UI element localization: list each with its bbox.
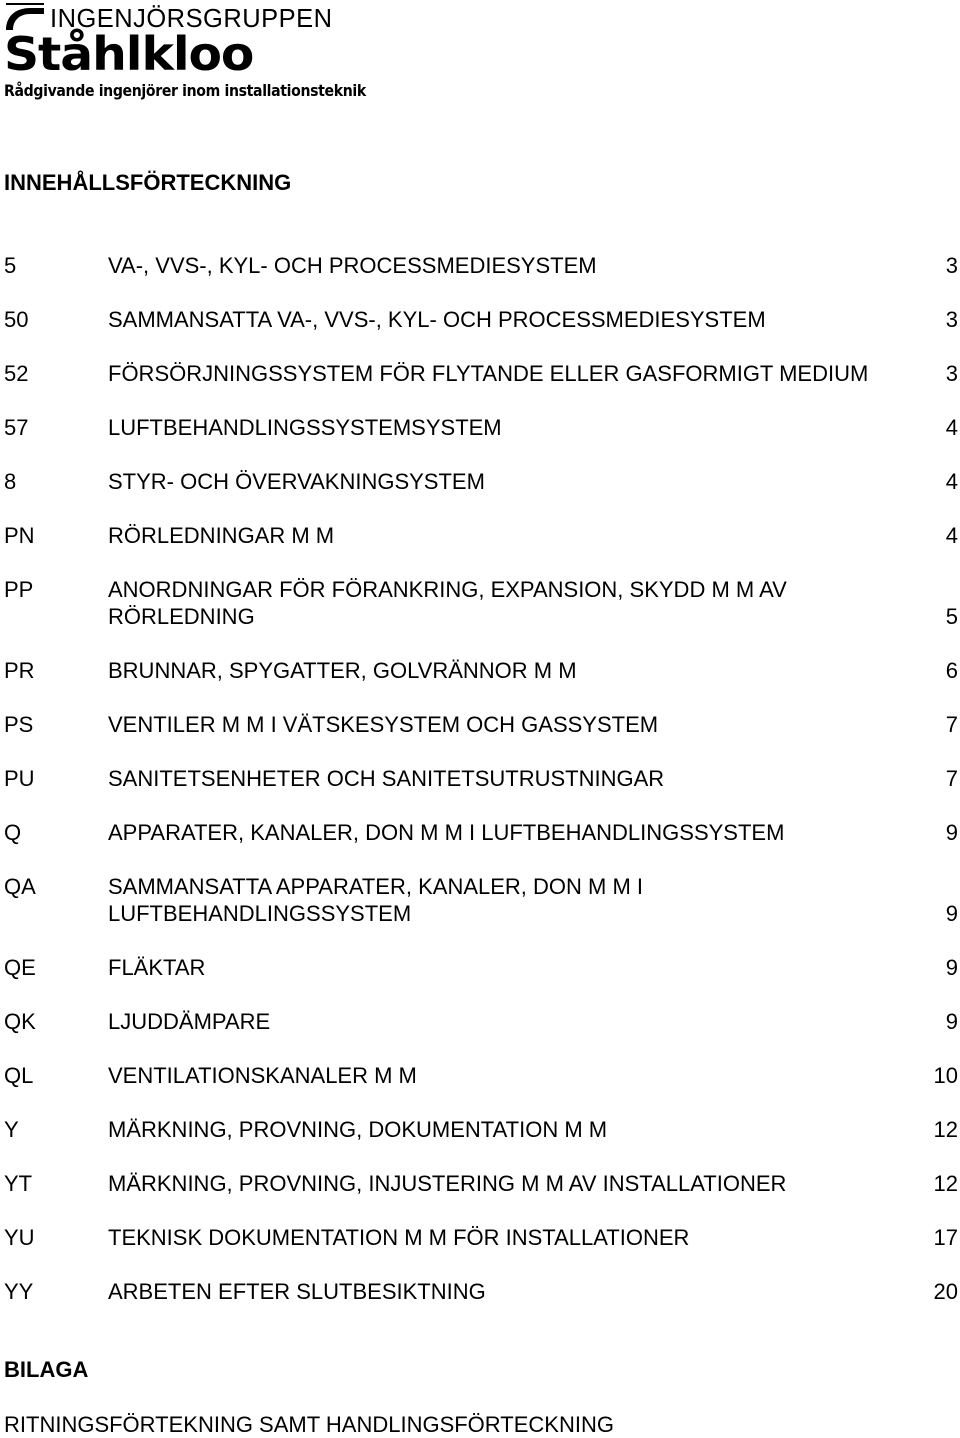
logo-brand-text: INGENJÖRSGRUPPEN xyxy=(50,3,333,33)
toc-row xyxy=(0,576,960,657)
toc-title: BRUNNAR, SPYGATTER, GOLVRÄNNOR M M xyxy=(108,658,577,683)
toc-page-number: 17 xyxy=(933,1225,958,1250)
toc-page-number: 3 xyxy=(945,307,958,332)
toc-heading: INNEHÅLLSFÖRTECKNING xyxy=(4,170,292,195)
toc-title: MÄRKNING, PROVNING, INJUSTERING M M AV INSTALLATIONER xyxy=(108,1171,787,1196)
toc-title: MÄRKNING, PROVNING, DOKUMENTATION M M xyxy=(108,1117,608,1142)
toc-title: STYR- OCH ÖVERVAKNINGSYSTEM xyxy=(108,469,485,494)
toc-title: VENTILATIONSKANALER M M xyxy=(108,1063,417,1088)
toc-page-number: 9 xyxy=(945,901,958,926)
toc-row xyxy=(0,468,960,522)
toc-row xyxy=(0,657,960,711)
toc-row xyxy=(0,711,960,765)
toc-row xyxy=(0,306,960,360)
toc-title: VA-, VVS-, KYL- OCH PROCESSMEDIESYSTEM xyxy=(108,253,597,278)
logo-tagline: Rådgivande ingenjörer inom installationsteknik xyxy=(4,81,366,100)
toc-title: APPARATER, KANALER, DON M M I LUFTBEHANDLINGSSYSTEM xyxy=(108,820,785,845)
toc-page-number: 12 xyxy=(933,1117,958,1142)
toc-page-number: 12 xyxy=(933,1171,958,1196)
toc-page-number: 4 xyxy=(945,469,958,494)
toc-row xyxy=(0,1116,960,1170)
toc-page-number: 5 xyxy=(945,604,958,629)
toc-title: SAMMANSATTA VA-, VVS-, KYL- OCH PROCESSMEDIESYSTEM xyxy=(108,307,766,332)
toc-row xyxy=(0,1062,960,1116)
appendix-item: RITNINGSFÖRTEKNING SAMT HANDLINGSFÖRTECKNING xyxy=(4,1412,614,1437)
toc-row xyxy=(0,954,960,1008)
toc-code: PU xyxy=(4,766,35,791)
toc-title: TEKNISK DOKUMENTATION M M FÖR INSTALLATIONER xyxy=(108,1225,690,1250)
toc-page-number: 4 xyxy=(945,415,958,440)
toc-row xyxy=(0,1170,960,1224)
toc-page-number: 20 xyxy=(933,1279,958,1304)
toc-page-number: 9 xyxy=(945,955,958,980)
toc-code: QE xyxy=(4,955,36,980)
toc-code: YY xyxy=(4,1279,34,1304)
toc-title: ANORDNINGAR FÖR FÖRANKRING, EXPANSION, SKYDD M M AV RÖRLEDNING xyxy=(108,577,787,629)
toc-title: SAMMANSATTA APPARATER, KANALER, DON M M I LUFTBEHANDLINGSSYSTEM xyxy=(108,874,644,926)
toc-code: QA xyxy=(4,874,36,899)
toc-code: 8 xyxy=(4,469,17,494)
toc-title: FÖRSÖRJNINGSSYSTEM FÖR FLYTANDE ELLER GASFORMIGT MEDIUM xyxy=(108,361,869,386)
toc-row xyxy=(0,252,960,306)
toc-title: SANITETSENHETER OCH SANITETSUTRUSTNINGAR xyxy=(108,766,665,791)
toc-title: FLÄKTAR xyxy=(108,955,206,980)
toc-page-number: 7 xyxy=(945,712,958,737)
toc-code: PR xyxy=(4,658,35,683)
toc-title: ARBETEN EFTER SLUTBESIKTNING xyxy=(108,1279,486,1304)
toc-code: 50 xyxy=(4,307,29,332)
toc-row xyxy=(0,765,960,819)
table-of-contents xyxy=(0,252,960,1332)
toc-page-number: 3 xyxy=(945,253,958,278)
company-logo xyxy=(4,2,366,102)
toc-row xyxy=(0,1008,960,1062)
toc-code: YT xyxy=(4,1171,33,1196)
toc-page-number: 3 xyxy=(945,361,958,386)
toc-code: 57 xyxy=(4,415,29,440)
toc-code: PS xyxy=(4,712,34,737)
toc-title: LUFTBEHANDLINGSSYSTEMSYSTEM xyxy=(108,415,502,440)
toc-page-number: 4 xyxy=(945,523,958,548)
toc-row xyxy=(0,414,960,468)
toc-title: VENTILER M M I VÄTSKESYSTEM OCH GASSYSTEM xyxy=(108,712,659,737)
toc-page-number: 6 xyxy=(945,658,958,683)
toc-code: 5 xyxy=(4,253,17,278)
toc-code: 52 xyxy=(4,361,29,386)
toc-page-number: 9 xyxy=(945,1009,958,1034)
toc-row xyxy=(0,522,960,576)
toc-code: Q xyxy=(4,820,22,845)
toc-code: Y xyxy=(4,1117,19,1142)
toc-title: RÖRLEDNINGAR M M xyxy=(108,523,335,548)
toc-page-number: 7 xyxy=(945,766,958,791)
toc-row xyxy=(0,360,960,414)
toc-code: QL xyxy=(4,1063,34,1088)
toc-row xyxy=(0,819,960,873)
toc-page-number: 10 xyxy=(933,1063,958,1088)
appendix-heading: BILAGA xyxy=(4,1357,89,1382)
toc-title: LJUDDÄMPARE xyxy=(108,1009,271,1034)
toc-code: PN xyxy=(4,523,35,548)
toc-row xyxy=(0,1224,960,1278)
toc-code: QK xyxy=(4,1009,36,1034)
toc-page-number: 9 xyxy=(945,820,958,845)
logo-company-name: Ståhlkloo xyxy=(4,27,254,81)
toc-row xyxy=(0,873,960,954)
toc-row xyxy=(0,1278,960,1332)
toc-code: YU xyxy=(4,1225,35,1250)
toc-code: PP xyxy=(4,577,34,602)
